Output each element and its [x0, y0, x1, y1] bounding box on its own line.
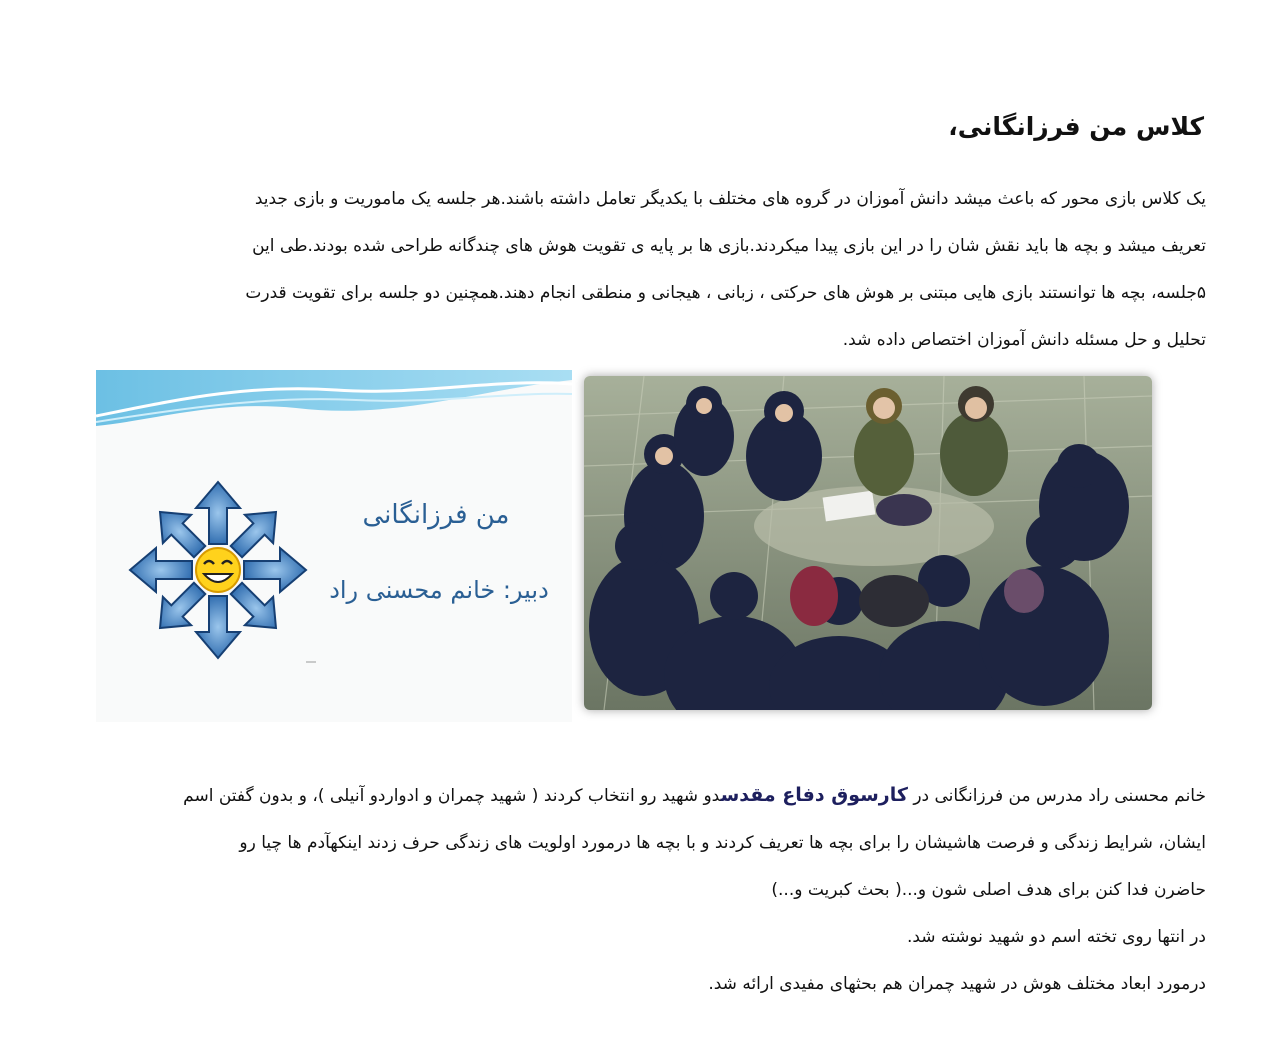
classroom-photo — [584, 376, 1152, 710]
intro-line: ۵جلسه، بچه ها توانستند بازی هایی مبتنی بر هوش های حرکتی ، زبانی ، هیجانی و منطقی انجام دهند.همچنین دو جلسه برای تقویت قدرت — [245, 283, 1206, 303]
highlighted-event-name: کارسوق دفاع مقدس — [720, 784, 908, 806]
body-line-1 — [70, 772, 1206, 820]
slide-background — [96, 370, 572, 722]
intro-paragraph — [74, 176, 1206, 364]
body-line-5: درمورد ابعاد مختلف هوش در شهید چمران هم بحثهای مفیدی ارائه شد. — [708, 974, 1206, 994]
body-line-3: حاضرن فدا کنن برای هدف اصلی شون و...( بحث کبریت و...) — [771, 880, 1206, 900]
body-line-4: در انتها روی تخته اسم دو شهید نوشته شد. — [906, 927, 1206, 947]
slide-title: من فرزانگانی — [362, 500, 510, 530]
body-line-1-start: خانم محسنی راد مدرس من فرزانگانی در — [913, 786, 1206, 806]
intro-line: یک کلاس بازی محور که باعث میشد دانش آموزان در گروه های مختلف با یکدیگر تعامل داشته باشند.هر جلسه یک ماموریت و بازی جدید — [254, 189, 1206, 209]
body-line-2: ایشان، شرایط زندگی و فرصت هاشیشان را برای بچه ها تعریف کردند و با بچه ها درمورد اولویت های زندگی حرف زدند اینکهآدم ها چیا رو — [239, 833, 1206, 853]
classroom-photo-illustration — [584, 376, 1152, 710]
intro-line: تحلیل و حل مسئله دانش آموزان اختصاص داده شد. — [842, 330, 1206, 350]
intro-line: تعریف میشد و بچه ها باید نقش شان را در این بازی پیدا میکردند.بازی ها بر پایه ی تقویت هوش های چندگانه طراحی شده بودند.طی این — [252, 236, 1206, 256]
class-slide-image — [96, 370, 572, 722]
slide-teacher-name: دبیر: خانم محسنی راد — [329, 576, 549, 604]
page-title: کلاس من فرزانگانی، — [948, 112, 1204, 141]
body-line-1-end: دو شهید رو انتخاب کردند ( شهید چمران و ادواردو آنیلی )، و بدون گفتن اسم — [183, 786, 721, 806]
body-paragraph — [70, 772, 1206, 1008]
